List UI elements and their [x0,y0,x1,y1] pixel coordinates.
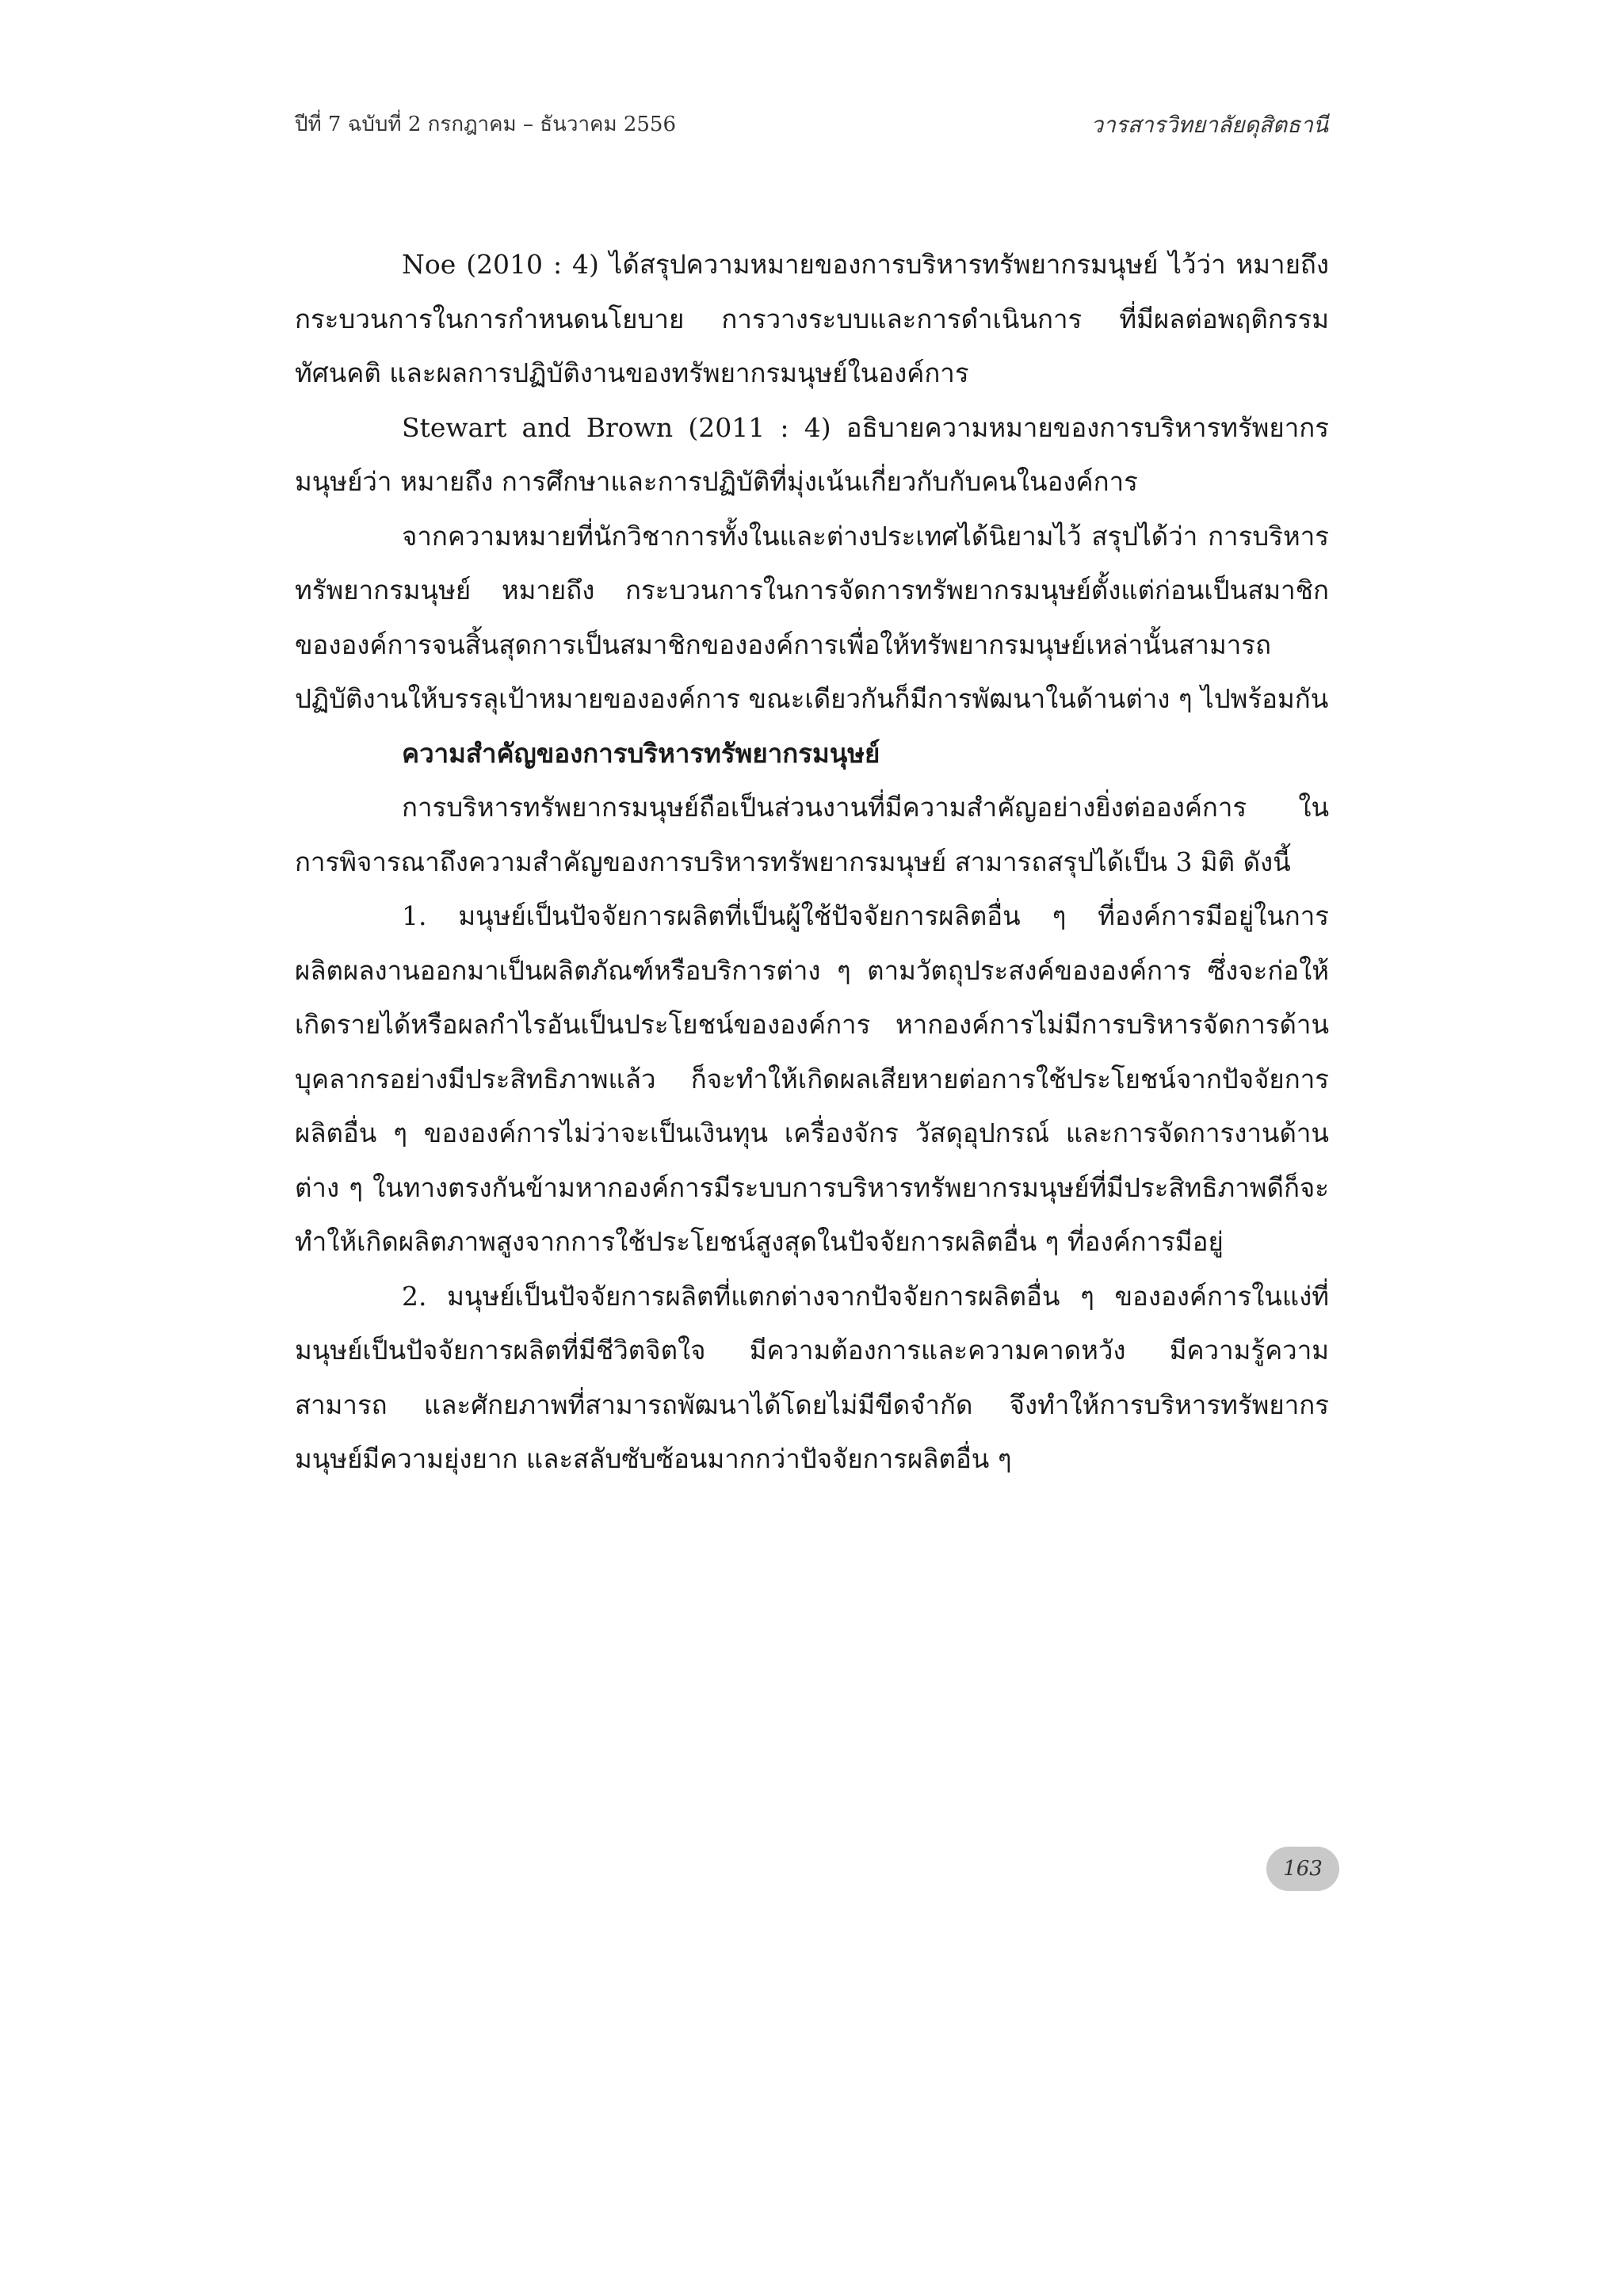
list-item-1: 1. มนุษย์เป็นปัจจัยการผลิตที่เป็นผู้ใช้ปัจจัยการผลิตอื่น ๆ ที่องค์การมีอยู่ในการผลิตผลงานออกมาเป็นผลิตภัณฑ์หรือบริการต่าง ๆ ตามวัตถุประสงค์ขององค์การ ซึ่งจะก่อให้เกิดรายได้หรือผลกำไรอันเป็นประโยชน์ขององค์การ หากองค์การไม่มีการบริหารจัดการด้านบุคลากรอย่างมีประสิทธิภาพแล้ว ก็จะทำให้เกิดผลเสียหายต่อการใช้ประโยชน์จากปัจจัยการผลิตอื่น ๆ ขององค์การไม่ว่าจะเป็นเงินทุน เครื่องจักร วัสดุอุปกรณ์ และการจัดการงานด้านต่าง ๆ ในทางตรงกันข้ามหากองค์การมีระบบการบริหารทรัพยากรมนุษย์ที่มีประสิทธิภาพดีก็จะทำให้เกิดผลิตภาพสูงจากการใช้ประโยชน์สูงสุดในปัจจัยการผลิตอื่น ๆ ที่องค์การมีอยู่ [295,900,1329,1257]
paragraph-stewart-brown-definition: Stewart and Brown (2011 : 4) อธิบายความหมายของการบริหารทรัพยากรมนุษย์ว่า หมายถึง การศึกษาและการปฏิบัติที่มุ่งเน้นเกี่ยวกับกับคนในองค์การ [295,411,1329,497]
article-body [295,238,1329,1487]
paragraph-summary-definition: จากความหมายที่นักวิชาการทั้งในและต่างประเทศได้นิยามไว้ สรุปได้ว่า การบริหารทรัพยากรมนุษย์ หมายถึง กระบวนการในการจัดการทรัพยากรมนุษย์ตั้งแต่ก่อนเป็นสมาชิกขององค์การจนสิ้นสุดการเป็นสมาชิกขององค์การเพื่อให้ทรัพยากรมนุษย์เหล่านั้นสามารถปฏิบัติงานให้บรรลุเป้าหมายขององค์การ ขณะเดียวกันก็มีการพัฒนาในด้านต่าง ๆ ไปพร้อมกัน [295,520,1329,714]
paragraph-noe-definition: Noe (2010 : 4) ได้สรุปความหมายของการบริหารทรัพยากรมนุษย์ ไว้ว่า หมายถึง กระบวนการในการกำหนดนโยบาย การวางระบบและการดำเนินการ ที่มีผลต่อพฤติกรรม ทัศนคติ และผลการปฏิบัติงานของทรัพยากรมนุษย์ในองค์การ [295,249,1329,388]
running-header-issue: ปีที่ 7 ฉบับที่ 2 กรกฎาคม – ธันวาคม 2556 [295,113,677,136]
running-header-journal: วารสารวิทยาลัยดุสิตธานี [1090,112,1328,138]
page-number-badge: 163 [1266,1847,1339,1891]
paragraph-importance-intro: การบริหารทรัพยากรมนุษย์ถือเป็นส่วนงานที่มีความสำคัญอย่างยิ่งต่อองค์การ ในการพิจารณาถึงความสำคัญของการบริหารทรัพยากรมนุษย์ สามารถสรุปได้เป็น 3 มิติ ดังนี้ [295,792,1329,877]
list-item-2: 2. มนุษย์เป็นปัจจัยการผลิตที่แตกต่างจากปัจจัยการผลิตอื่น ๆ ขององค์การในแง่ที่มนุษย์เป็นปัจจัยการผลิตที่มีชีวิตจิตใจ มีความต้องการและความคาดหวัง มีความรู้ความสามารถ และศักยภาพที่สามารถพัฒนาได้โดยไม่มีขีดจำกัด จึงทำให้การบริหารทรัพยากรมนุษย์มีความยุ่งยาก และสลับซับซ้อนมากกว่าปัจจัยการผลิตอื่น ๆ [295,1280,1329,1474]
section-heading-importance: ความสำคัญของการบริหารทรัพยากรมนุษย์ [402,737,880,769]
